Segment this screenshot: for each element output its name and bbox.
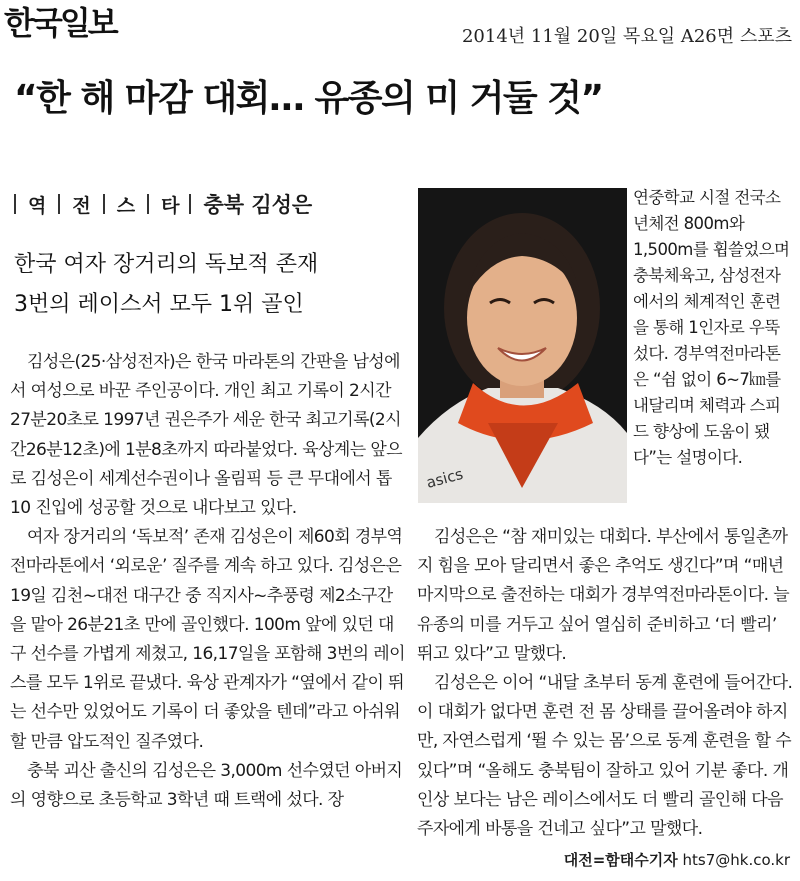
headline: “한 해 마감 대회… 유종의 미 거둘 것” [14,78,603,119]
athlete-photo [418,188,627,503]
divider [58,194,60,214]
paragraph: 연중학교 시절 전국소년체전 800m와 1,500m를 휩쓸었으며 충북체육고, 삼성전자에서의 체계적인 훈련을 통해 1인자로 우뚝 섰다. 경부역전마라톤은 “쉼 없이 6~7㎞를 내달리며 체력과 스피드 향상에 도움이 됐다”는 설명이다. [633,188,790,467]
reporter-name: 대전=함태수기자 [563,851,678,869]
article-column-right-bottom [417,523,795,844]
paragraph: 김성은(25·삼성전자)은 한국 마라톤의 간판을 남성에서 여성으로 바꾼 주인공이다. 개인 최고 기록이 2시간27분20초로 1997년 권은주가 세운 한국 최고기록(2시간26분12초)에 1분8초까지 따라붙었다. 육상계는 앞으로 김성은이 세계선수권이나 올림픽 등 큰 무대에서 톱10 진입에 성공할 것으로 내다보고 있다. [10,352,402,519]
article-column-right-top [633,185,793,471]
divider [14,194,16,214]
divider [189,194,191,214]
paragraph: 충북 괴산 출신의 김성은은 3,000m 선수였던 아버지의 영향으로 초등학교 3학년 때 트랙에 섰다. 장 [10,760,403,811]
series-subject: 충북 김성은 [203,193,313,217]
paragraph: 김성은은 “참 재미있는 대회다. 부산에서 통일촌까지 힘을 모아 달리면서 좋은 추억도 생긴다”며 “매년 마지막으로 출전하는 대회가 경부역전마라톤이다. 늘 유종의 미를 거두고 싶어 열심히 준비하고 ‘더 빨리’ 뛰고 있다”고 말했다. [417,527,790,664]
series-char: 역 [28,194,47,217]
series-char: 타 [161,194,180,217]
subheadline-line: 한국 여자 장거리의 독보적 존재 [14,252,319,277]
paragraph: 김성은은 이어 “내달 초부터 동계 훈련에 들어간다. 이 대회가 없다면 훈련 전 몸 상태를 끌어올려야 하지만, 자연스럽게 ‘뛸 수 있는 몸’으로 동계 훈련을 할 수 있다”며 “올해도 충북팀이 잘하고 있어 기분 좋다. 개인상 보다는 남은 레이스에서도 더 빨리 골인해 다음 주자에게 바통을 건네고 싶다”고 말했다. [417,673,793,840]
series-char: 전 [72,194,91,217]
newspaper-logo: 한국일보 [4,4,116,42]
divider [147,194,149,214]
subheadline-line: 3번의 레이스서 모두 1위 골인 [14,292,304,317]
masthead [0,0,800,50]
subheadline [14,245,318,325]
series-label [14,188,312,220]
reporter-email[interactable]: hts7@hk.co.kr [682,851,790,869]
divider [103,194,105,214]
dateline: 2014년 11월 20일 목요일 A26면 스포츠 [461,26,792,47]
article-column-left [10,348,405,815]
paragraph: 여자 장거리의 ‘독보적’ 존재 김성은이 제60회 경부역전마라톤에서 ‘외로운’ 질주를 계속 하고 있다. 김성은은 19일 김천~대전 대구간 중 직지사~추풍령 제2소구간을 맡아 26분21초 만에 골인했다. 100m 앞에 있던 대구 선수를 가볍게 제쳤고, 16,17일을 포함해 3번의 레이스를 모두 1위로 끝냈다. 육상 관계자가 “옆에서 같이 뛰는 선수만 있었어도 기록이 더 좋았을 텐데”라고 아쉬워할 만큼 압도적인 질주였다. [10,527,405,752]
byline [564,849,790,870]
jersey-logo: asics [424,464,466,492]
series-char: 스 [116,194,136,217]
